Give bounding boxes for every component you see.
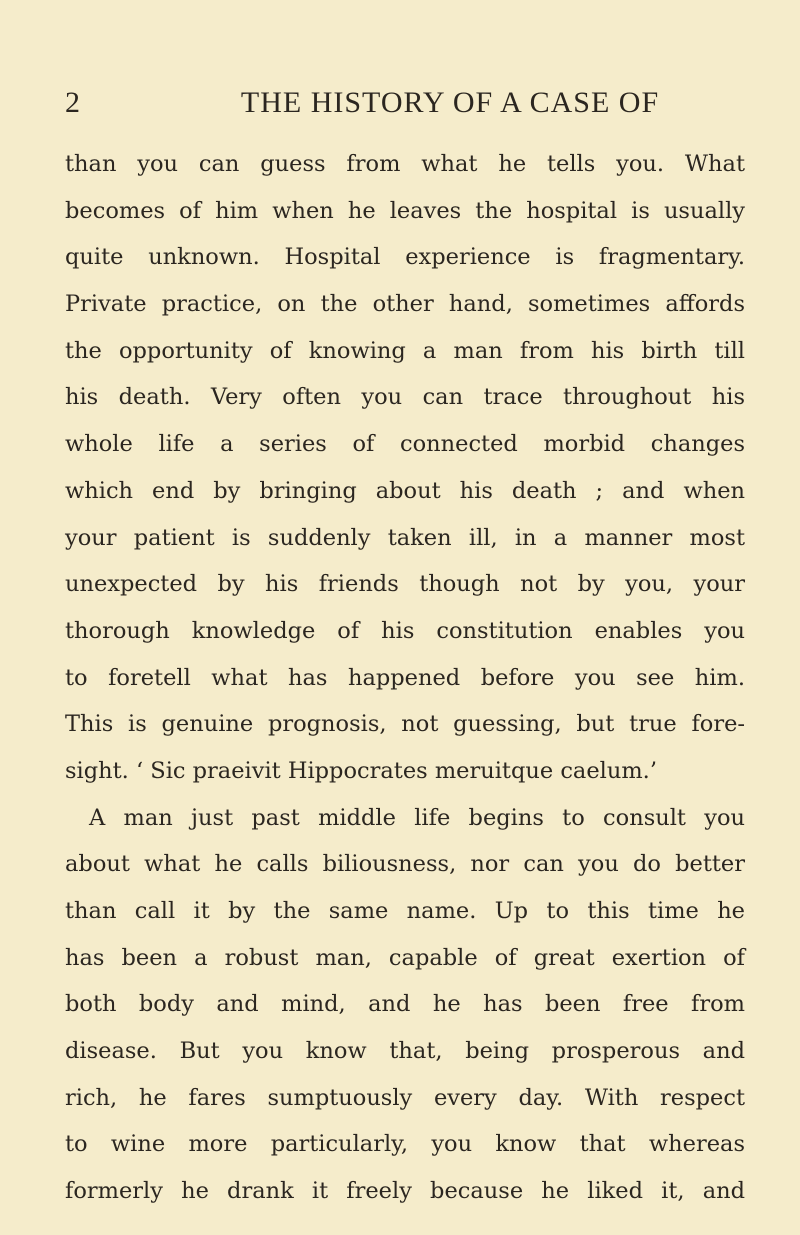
text-line: about what he calls biliousness, nor can you do better [65,851,745,878]
text-line: to wine more particularly, you know that whereas [65,1131,745,1158]
text-line: formerly he drank it freely because he liked it, and [65,1178,745,1205]
paragraph-end-line: sight. ‘ Sic praeivit Hippocrates meruitque caelum.’ [65,757,657,784]
text-line: the opportunity of knowing a man from his birth till [65,337,745,364]
text-line: disease. But you know that, being prosperous and [65,1038,745,1065]
body-text [65,141,745,1215]
text-line: his death. Very often you can trace throughout his [65,384,745,411]
text-line: than you can guess from what he tells you. What [65,151,745,177]
text-line: both body and mind, and he has been free from [65,991,745,1018]
text-line: your patient is suddenly taken ill, in a manner most [65,524,745,551]
page-header [65,85,735,121]
text-line: unexpected by his friends though not by you, your [65,571,745,598]
paragraph-start-line: A man just past middle life begins to consult you [89,804,745,831]
text-line: rich, he fares sumptuously every day. With respect [65,1084,745,1111]
text-line: thorough knowledge of his constitution enables you [65,617,745,644]
text-line: quite unknown. Hospital experience is fragmentary. [65,244,745,271]
text-line: has been a robust man, capable of great exertion of [65,944,745,971]
text-line: than call it by the same name. Up to this time he [65,898,745,924]
running-head: THE HISTORY OF A CASE OF [240,86,660,119]
text-line: becomes of him when he leaves the hospital is usually [65,197,745,224]
text-line: to foretell what has happened before you see him. [65,664,745,691]
page-number: 2 [65,86,80,119]
text-line: which end by bringing about his death ; and when [65,477,745,504]
text-line: This is genuine prognosis, not guessing, but true fore- [65,711,745,738]
text-line: Private practice, on the other hand, sometimes affords [65,291,745,318]
text-line: whole life a series of connected morbid changes [65,431,745,458]
